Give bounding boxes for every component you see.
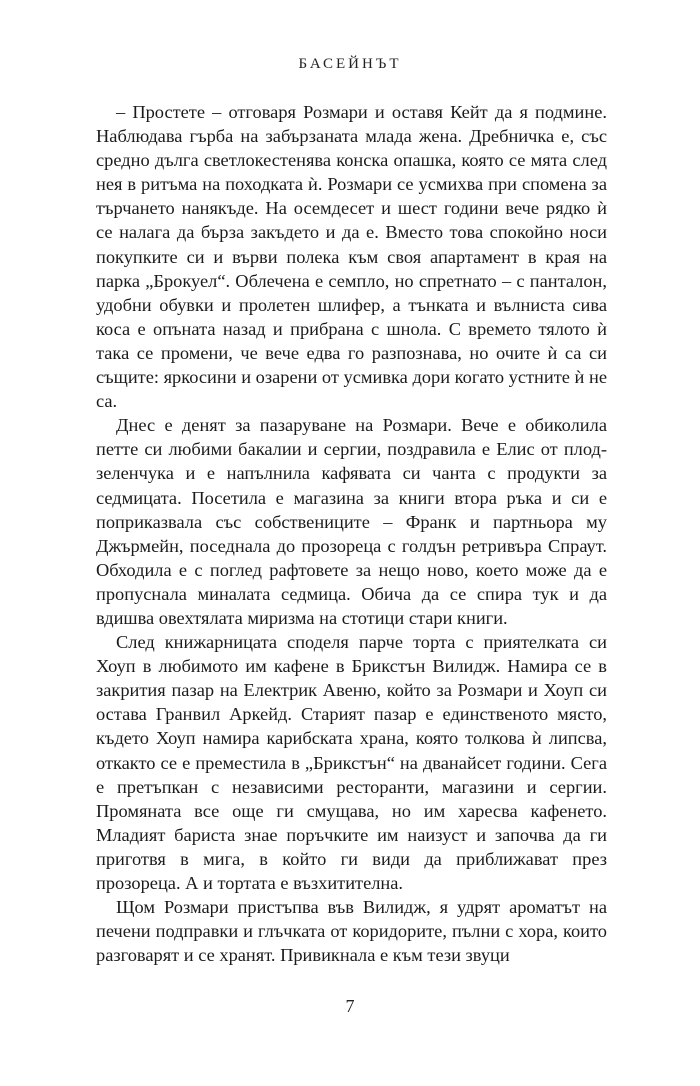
body-text bbox=[96, 100, 607, 967]
paragraph: Днес е денят за пазаруване на Розмари. Вече е обиколила петте си любими бакалии и сергии, поздравила е Елис от плод-зеленчука и е напълнила кафявата си чанта с продукти за седмицата. Посетила е магазина за книги втора ръка и си е поприказвала със собствениците – Франк и партньора му Джърмейн, поседнала до прозореца с голдън ретривъра Спраут. Обходила е с поглед рафтовете за нещо ново, което може да е пропуснала миналата седмица. Обича да се спира тук и да вдишва овехтялата миризма на стотици стари книги. bbox=[96, 415, 607, 628]
paragraph: Щом Розмари пристъпва във Вилидж, я удрят ароматът на печени подправки и глъчката от коридорите, пълни с хора, които разговарят и се хранят. Привикнала е към тези звуци bbox=[96, 897, 607, 966]
running-head: БАСЕЙНЪТ bbox=[298, 56, 402, 72]
page-number: 7 bbox=[345, 996, 355, 1016]
paragraph: – Простете – отговаря Розмари и оставя Кейт да я подмине. Наблюдава гърба на забързаната млада жена. Дребничка е, със средно дълга светлокестенява конска опашка, която се мята след нея в ритъма на походката ѝ. Розмари се усмихва при спомена за търчането нанякъде. На осемдесет и шест години вече рядко ѝ се налага да бърза закъдето и да е. Вместо това спокойно носи покупките си и върви полека към своя апартамент в края на парка „Брокуел“. Облечена е семпло, но спретнато – с панталон, удобни обувки и пролетен шлифер, а тънката и вълниста сива коса е опъната назад и прибрана с шнола. С времето тялото ѝ така се промени, че вече едва го разпознава, но очите ѝ са си същите: яркосини и озарени от усмивка дори когато устните ѝ не са. bbox=[96, 102, 607, 412]
paragraph: След книжарницата споделя парче торта с приятелката си Хоуп в любимото им кафене в Брикстън Вилидж. Намира се в закрития пазар на Електрик Авеню, който за Розмари и Хоуп си остава Гранвил Аркейд. Старият пазар е единственото място, където Хоуп намира карибската храна, която толкова ѝ липсва, откакто се е преместила в „Брикстън“ на дванайсет години. Сега е претъпкан с независими ресторанти, магазини и сергии. Промяната все още ги смущава, но им харесва кафенето. Младият бариста знае поръчките им наизуст и започва да ги приготвя в мига, в който ги види да приближават през прозореца. А и тортата е възхитителна. bbox=[96, 632, 607, 893]
